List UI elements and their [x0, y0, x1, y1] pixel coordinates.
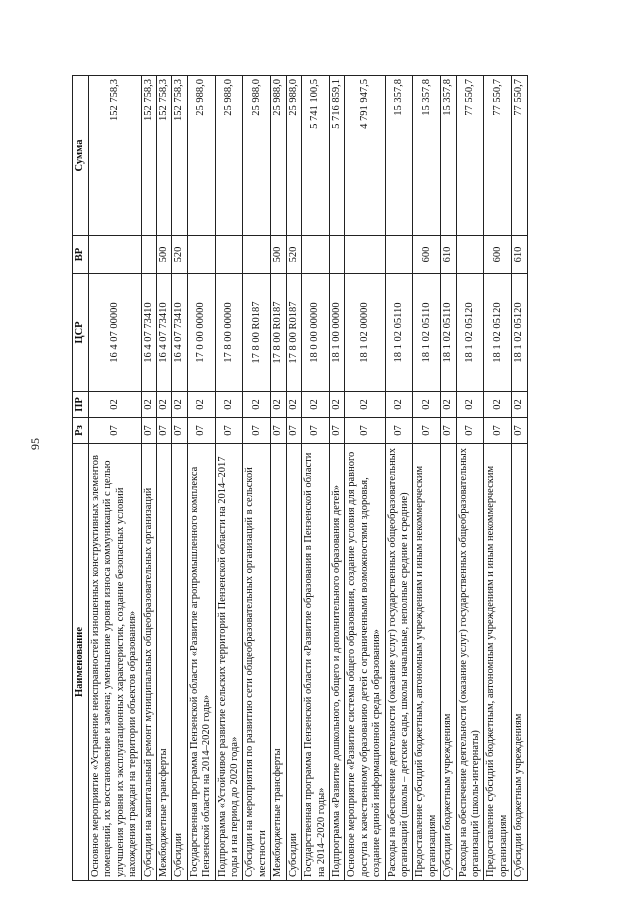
cell-pr: 02	[271, 392, 286, 418]
cell-vr: 500	[271, 236, 286, 274]
cell-csr: 18 1 02 05120	[484, 274, 512, 392]
cell-name: Расходы на обеспечение деятельности (оказание услуг) государственных общеобразовательных организаций (школы – детские сады, школы начальные, неполные средние и средние)	[385, 444, 413, 881]
cell-csr: 18 1 02 05110	[441, 274, 456, 392]
cell-csr: 17 8 00 R0187	[243, 274, 271, 392]
cell-sum: 15 357,8	[441, 76, 456, 236]
cell-vr	[345, 236, 385, 274]
cell-sum: 152 758,3	[172, 76, 187, 236]
cell-pr: 02	[385, 392, 413, 418]
cell-name: Межбюджетные трансферты	[157, 444, 172, 881]
cell-sum: 152 758,3	[141, 76, 156, 236]
cell-csr: 18 1 02 05120	[512, 274, 527, 392]
cell-name: Субсидии	[286, 444, 301, 881]
cell-name: Субсидии на капитальный ремонт муниципальных общеобразовательных организаций	[141, 444, 156, 881]
cell-vr: 500	[157, 236, 172, 274]
cell-vr: 600	[484, 236, 512, 274]
header-vr: ВР	[73, 236, 89, 274]
cell-rz: 07	[385, 418, 413, 444]
cell-sum: 15 357,8	[385, 76, 413, 236]
cell-rz: 07	[512, 418, 527, 444]
cell-vr: 610	[441, 236, 456, 274]
cell-csr: 16 4 07 73410	[141, 274, 156, 392]
cell-rz: 07	[302, 418, 330, 444]
table-row	[271, 76, 286, 881]
table-row	[441, 76, 456, 881]
cell-pr: 02	[215, 392, 243, 418]
cell-name: Подпрограмма «Устойчивое развитие сельских территорий Пензенской области на 2014–2017 годы и на период до 2020 года»	[215, 444, 243, 881]
table-header-row	[73, 76, 89, 881]
cell-sum: 4 791 947,5	[345, 76, 385, 236]
cell-rz: 07	[413, 418, 441, 444]
cell-csr: 17 8 00 R0187	[286, 274, 301, 392]
cell-name: Подпрограмма «Развитие дошкольного, общего и дополнительного образования детей»	[329, 444, 344, 881]
cell-vr: 520	[286, 236, 301, 274]
cell-csr: 16 4 07 00000	[89, 274, 142, 392]
header-csr: ЦСР	[73, 274, 89, 392]
cell-sum: 25 988,0	[243, 76, 271, 236]
cell-csr: 16 4 07 73410	[157, 274, 172, 392]
cell-rz: 07	[484, 418, 512, 444]
header-pr: ПР	[73, 392, 89, 418]
cell-csr: 18 1 02 05120	[456, 274, 484, 392]
table-row	[243, 76, 271, 881]
cell-name: Субсидии бюджетным учреждениям	[512, 444, 527, 881]
cell-vr	[329, 236, 344, 274]
table-row	[187, 76, 215, 881]
cell-pr: 02	[187, 392, 215, 418]
table-row	[484, 76, 512, 881]
budget-table	[72, 75, 528, 881]
cell-vr	[89, 236, 142, 274]
table-row	[215, 76, 243, 881]
cell-sum: 152 758,3	[157, 76, 172, 236]
cell-rz: 07	[215, 418, 243, 444]
cell-csr: 17 8 00 R0187	[271, 274, 286, 392]
cell-vr	[456, 236, 484, 274]
table-row	[385, 76, 413, 881]
cell-sum: 77 550,7	[456, 76, 484, 236]
cell-pr: 02	[456, 392, 484, 418]
cell-name: Межбюджетные трансферты	[271, 444, 286, 881]
header-rz: Рз	[73, 418, 89, 444]
cell-sum: 152 758,3	[89, 76, 142, 236]
cell-csr: 18 1 00 00000	[329, 274, 344, 392]
cell-rz: 07	[172, 418, 187, 444]
cell-pr: 02	[329, 392, 344, 418]
cell-name: Субсидии на мероприятия по развитию сети общеобразовательных организаций в сельской местности	[243, 444, 271, 881]
cell-pr: 02	[172, 392, 187, 418]
table-row	[345, 76, 385, 881]
table-row	[456, 76, 484, 881]
cell-rz: 07	[243, 418, 271, 444]
cell-vr: 520	[172, 236, 187, 274]
cell-csr: 18 1 02 05110	[385, 274, 413, 392]
cell-sum: 15 357,8	[413, 76, 441, 236]
cell-sum: 77 550,7	[512, 76, 527, 236]
cell-vr: 600	[413, 236, 441, 274]
cell-csr: 18 1 02 00000	[345, 274, 385, 392]
table-row	[302, 76, 330, 881]
table-row	[157, 76, 172, 881]
header-sum: Сумма	[73, 76, 89, 236]
cell-vr: 610	[512, 236, 527, 274]
page-number: 95	[28, 438, 42, 450]
cell-sum: 25 988,0	[187, 76, 215, 236]
cell-rz: 07	[187, 418, 215, 444]
cell-rz: 07	[141, 418, 156, 444]
cell-csr: 16 4 07 73410	[172, 274, 187, 392]
cell-rz: 07	[157, 418, 172, 444]
cell-sum: 5 741 100,5	[302, 76, 330, 236]
cell-name: Предоставление субсидий бюджетным, автономным учреждениям и иным некоммерческим организациям	[413, 444, 441, 881]
cell-pr: 02	[89, 392, 142, 418]
cell-rz: 07	[456, 418, 484, 444]
cell-sum: 5 716 859,1	[329, 76, 344, 236]
cell-pr: 02	[141, 392, 156, 418]
cell-rz: 07	[89, 418, 142, 444]
cell-pr: 02	[286, 392, 301, 418]
cell-pr: 02	[302, 392, 330, 418]
cell-vr	[215, 236, 243, 274]
table-row	[141, 76, 156, 881]
cell-csr: 17 8 00 00000	[215, 274, 243, 392]
cell-pr: 02	[413, 392, 441, 418]
table-row	[89, 76, 142, 881]
cell-name: Основное мероприятие «Устранение неисправностей изношенных конструктивных элементов помещений, их восстановление и замена; уменьшение уровня износа коммуникаций с целью улучшения уровня их эксплуатационных характеристик, создание безопасных условий нахождения граждан на территории объектов образования»	[89, 444, 142, 881]
cell-pr: 02	[345, 392, 385, 418]
cell-name: Субсидии	[172, 444, 187, 881]
cell-pr: 02	[157, 392, 172, 418]
cell-sum: 25 988,0	[215, 76, 243, 236]
cell-vr	[385, 236, 413, 274]
cell-rz: 07	[286, 418, 301, 444]
cell-name: Предоставление субсидий бюджетным, автономным учреждениям и иным некоммерческим организациям	[484, 444, 512, 881]
table-row	[286, 76, 301, 881]
table-row	[512, 76, 527, 881]
cell-csr: 17 0 00 00000	[187, 274, 215, 392]
cell-vr	[302, 236, 330, 274]
cell-name: Государственная программа Пензенской области «Развитие образования в Пензенской области на 2014–2020 годы»	[302, 444, 330, 881]
table-row	[172, 76, 187, 881]
cell-csr: 18 1 02 05110	[413, 274, 441, 392]
header-name: Наименование	[73, 444, 89, 881]
cell-name: Государственная программа Пензенской области «Развитие агропромышленного комплекса Пензенской области на 2014–2020 годы»	[187, 444, 215, 881]
rotated-page	[72, 76, 557, 881]
table-row	[413, 76, 441, 881]
cell-rz: 07	[441, 418, 456, 444]
cell-pr: 02	[512, 392, 527, 418]
cell-sum: 25 988,0	[286, 76, 301, 236]
cell-pr: 02	[484, 392, 512, 418]
cell-rz: 07	[271, 418, 286, 444]
table-row	[329, 76, 344, 881]
cell-rz: 07	[345, 418, 385, 444]
cell-csr: 18 0 00 00000	[302, 274, 330, 392]
cell-name: Расходы на обеспечение деятельности (оказание услуг) государственных общеобразовательных организаций (школы-интернаты)	[456, 444, 484, 881]
cell-vr	[141, 236, 156, 274]
cell-sum: 77 550,7	[484, 76, 512, 236]
cell-name: Основное мероприятие «Развитие системы общего образования, создание условия для равного доступа к качественному образованию детей с ограниченными возможностями здоровья, создание единой информационной среды образования»	[345, 444, 385, 881]
cell-name: Субсидии бюджетным учреждениям	[441, 444, 456, 881]
cell-sum: 25 988,0	[271, 76, 286, 236]
cell-pr: 02	[243, 392, 271, 418]
cell-rz: 07	[329, 418, 344, 444]
cell-pr: 02	[441, 392, 456, 418]
cell-vr	[243, 236, 271, 274]
cell-vr	[187, 236, 215, 274]
